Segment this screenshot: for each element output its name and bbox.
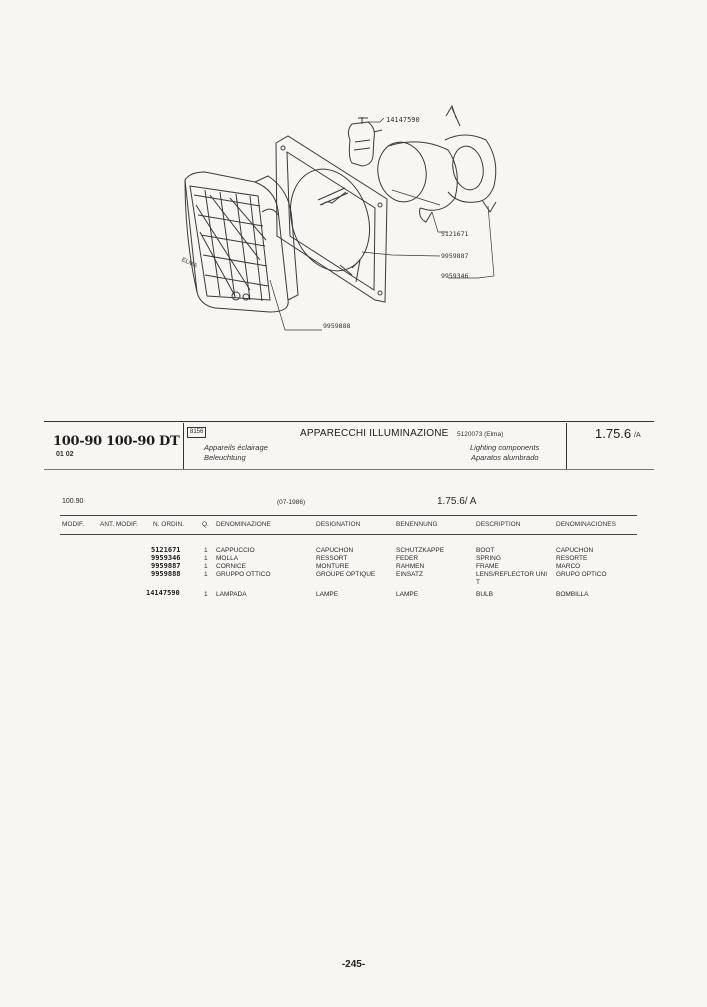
section-number: 1.75.6 bbox=[595, 426, 632, 441]
row-fr: GROUPE OPTIQUE bbox=[316, 571, 376, 578]
row-it: LAMPADA bbox=[216, 591, 247, 598]
col-description: DESCRIPTION bbox=[476, 521, 521, 528]
row-fr: MONTURE bbox=[316, 563, 349, 570]
headlamp-unit-drawing bbox=[185, 172, 298, 312]
header-divider-right bbox=[566, 423, 567, 469]
row-de: LAMPE bbox=[396, 591, 419, 598]
row-en: BULB bbox=[476, 591, 493, 598]
col-ant-modif: ANT. MODIF. bbox=[100, 521, 138, 528]
sub-date: (07-1986) bbox=[277, 499, 306, 506]
col-designation: DESIGNATION bbox=[316, 521, 361, 528]
row-qty: 1 bbox=[204, 571, 208, 578]
row-en: BOOT bbox=[476, 547, 495, 554]
row-de: SCHUTZKAPPE bbox=[396, 547, 445, 554]
col-benennung: BENENNUNG bbox=[396, 521, 438, 528]
row-fr: RESSORT bbox=[316, 555, 348, 562]
row-es: GRUPO OPTICO bbox=[556, 571, 607, 578]
col-part-number: N. ORDIN. bbox=[153, 521, 185, 528]
table-header-rule bbox=[60, 534, 637, 535]
row-en: LENS/REFLECTOR UNI bbox=[476, 571, 548, 578]
lamp-marking: ELMA bbox=[180, 257, 198, 270]
section-title-code: 5120073 (Elma) bbox=[457, 431, 504, 438]
frame-drawing bbox=[276, 136, 387, 302]
callout-spring: 9959346 bbox=[441, 272, 469, 280]
sub-model: 100.90 bbox=[62, 498, 84, 505]
section-title-en: Lighting components bbox=[470, 443, 540, 452]
row-de: FEDER bbox=[396, 555, 419, 562]
row-qty: 1 bbox=[204, 591, 208, 598]
col-denominaciones: DENOMINACIONES bbox=[556, 521, 616, 528]
row-it: MOLLA bbox=[216, 555, 239, 562]
row-en: FRAME bbox=[476, 563, 499, 570]
group-code-box: 8156 bbox=[187, 427, 206, 438]
row-de: EINSATZ bbox=[396, 571, 423, 578]
row-part-number: 14147590 bbox=[146, 589, 180, 597]
model-title-b: 100-90 DT bbox=[106, 434, 180, 449]
model-title-a: 100-90 bbox=[53, 434, 102, 449]
page-number: -245- bbox=[341, 959, 366, 970]
section-title-de: Beleuchtung bbox=[204, 453, 246, 462]
callout-headlamp: 9959888 bbox=[323, 322, 351, 330]
row-fr: LAMPE bbox=[316, 591, 339, 598]
exploded-headlamp-diagram bbox=[0, 0, 707, 400]
section-title-fr: Appareils éclairage bbox=[204, 443, 268, 452]
row-es: CAPUCHON bbox=[556, 547, 594, 554]
header-top-rule bbox=[44, 421, 654, 422]
row-es: RESORTE bbox=[556, 555, 588, 562]
row-part-number: 5121671 bbox=[151, 546, 181, 554]
section-title-it: APPARECCHI ILLUMINAZIONE bbox=[300, 428, 449, 439]
row-en: SPRING bbox=[476, 555, 501, 562]
row-es: BOMBILLA bbox=[556, 591, 589, 598]
model-subcode: 01 02 bbox=[56, 451, 74, 458]
row-it: CAPPUCCIO bbox=[216, 547, 255, 554]
bulb-drawing bbox=[348, 117, 382, 166]
row-it: GRUPPO OTTICO bbox=[216, 571, 271, 578]
callout-boot: 5121671 bbox=[441, 230, 469, 238]
col-denominazione: DENOMINAZIONE bbox=[216, 521, 271, 528]
sub-ref: 1.75.6/ A bbox=[437, 496, 477, 507]
row-es: MARCO bbox=[556, 563, 581, 570]
header-bottom-rule bbox=[44, 469, 654, 470]
row-part-number: 9959346 bbox=[151, 554, 181, 562]
col-modif: MODIF. bbox=[62, 521, 85, 528]
row-part-number: 9959887 bbox=[151, 562, 181, 570]
row-de: RAHMEN bbox=[396, 563, 425, 570]
row-it: CORNICE bbox=[216, 563, 246, 570]
col-qty: Q. bbox=[202, 521, 209, 528]
table-top-rule bbox=[60, 515, 637, 516]
row-qty: 1 bbox=[204, 547, 208, 554]
section-title-es: Aparatos alumbrado bbox=[471, 453, 539, 462]
row-en-cont: T bbox=[476, 579, 480, 586]
callout-bulb: 14147590 bbox=[386, 116, 420, 124]
section-suffix: /A bbox=[634, 432, 641, 439]
header-divider-left bbox=[183, 423, 184, 469]
row-qty: 1 bbox=[204, 555, 208, 562]
boot-drawing bbox=[373, 138, 457, 222]
row-fr: CAPUCHON bbox=[316, 547, 354, 554]
row-qty: 1 bbox=[204, 563, 208, 570]
callout-frame: 9959887 bbox=[441, 252, 469, 260]
row-part-number: 9959888 bbox=[151, 570, 181, 578]
